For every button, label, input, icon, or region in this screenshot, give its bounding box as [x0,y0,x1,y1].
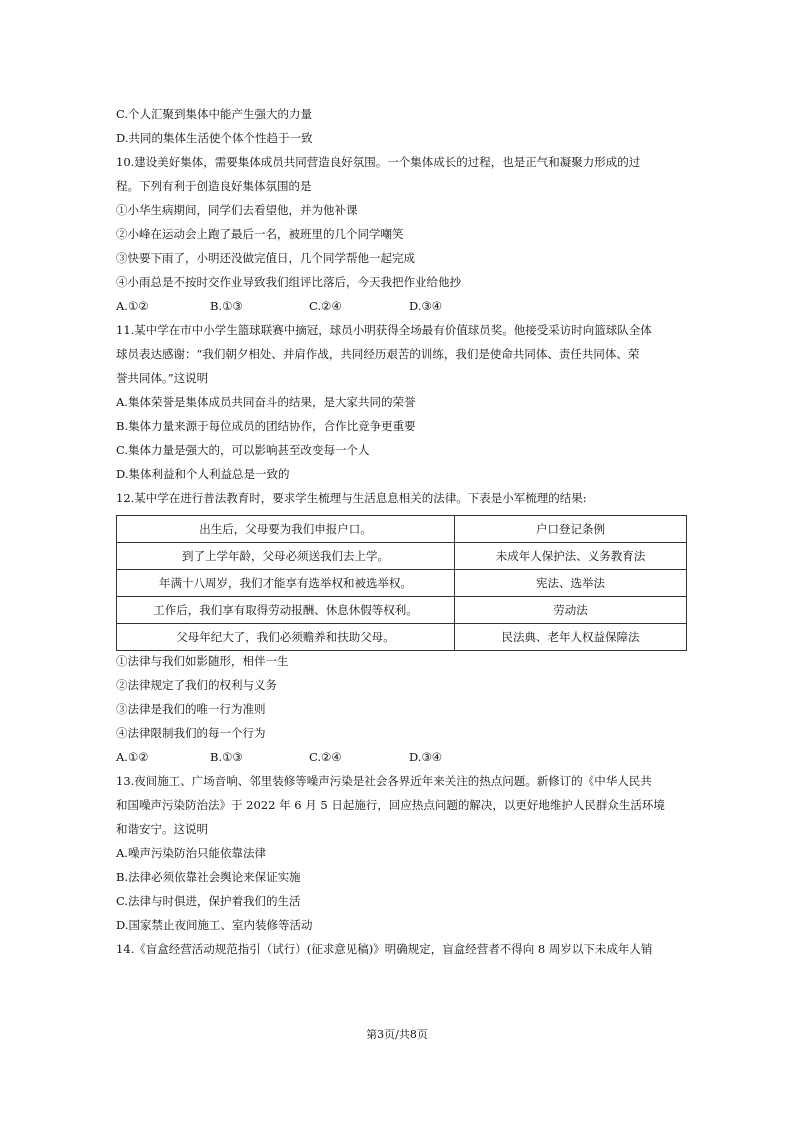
q11-option-b: B.集体力量来源于每位成员的团结协作，合作比竞争更重要 [116,419,416,433]
table-cell-life-event: 年满十八周岁，我们才能享有选举权和被选举权。 [117,570,455,597]
q12-stem: 12.某中学在进行普法教育时，要求学生梳理与生活息息相关的法律。下表是小军梳理的结果: [116,491,587,505]
table-row [117,624,687,651]
q10-stem-cont: 程。下列有利于创造良好集体氛围的是 [116,179,312,193]
q13-stem-cont-2: 和谐安宁。这说明 [116,822,208,836]
table-cell-law: 户口登记条例 [455,516,687,543]
table-row [117,597,687,624]
table-cell-law: 宪法、选举法 [455,570,687,597]
table-cell-law: 劳动法 [455,597,687,624]
q12-item-4: ④法律限制我们的每一个行为 [116,726,266,740]
table-cell-law: 民法典、老年人权益保障法 [455,624,687,651]
q10-item-2: ②小峰在运动会上跑了最后一名，被班里的几个同学嘲笑 [116,227,404,241]
q13-option-a: A.噪声污染防治只能依靠法律 [116,846,266,860]
q13-stem-cont: 和国噪声污染防治法》于 2022 年 6 月 5 日起施行，回应热点问题的解决，以更好地维护人民群众生活环境 [116,798,665,812]
q10-item-4: ④小雨总是不按时交作业导致我们组评比落后，今天我把作业给他抄 [116,275,461,289]
q11-stem: 11.某中学在市中小学生篮球联赛中摘冠，球员小明获得全场最有价值球员奖。他接受采访时向篮球队全体 [116,323,652,337]
table-row [117,570,687,597]
table-cell-life-event: 工作后，我们享有取得劳动报酬、休息休假等权利。 [117,597,455,624]
q11-option-d: D.集体利益和个人利益总是一致的 [116,467,290,481]
q10-option-a: A.①② [116,299,149,313]
q11-stem-cont: 球员表达感谢：“我们朝夕相处、并肩作战，共同经历艰苦的训练，我们是使命共同体、责任共同体、荣 [116,347,640,361]
page-footer: 第3页/共8页 [366,1028,428,1041]
q13-stem: 13.夜间施工、广场音响、邻里装修等噪声污染是社会各界近年来关注的热点问题。新修订的《中华人民共 [116,774,652,788]
q13-option-b: B.法律必须依靠社会舆论来保证实施 [116,870,301,884]
table-row [117,516,687,543]
q9-option-c: C.个人汇聚到集体中能产生强大的力量 [116,107,313,121]
q10-option-b: B.①③ [210,299,243,313]
q12-option-c: C.②④ [309,750,342,764]
q14-stem: 14.《盲盒经营活动规范指引（试行）(征求意见稿)》明确规定，盲盒经营者不得向 8 周岁以下未成年人销 [116,942,653,956]
law-table [116,515,687,651]
q10-item-1: ①小华生病期间，同学们去看望他，并为他补课 [116,203,358,217]
q10-option-c: C.②④ [309,299,342,313]
table-cell-life-event: 到了上学年龄，父母必须送我们去上学。 [117,543,455,570]
table-cell-law: 未成年人保护法、义务教育法 [455,543,687,570]
q11-option-a: A.集体荣誉是集体成员共同奋斗的结果，是大家共同的荣誉 [116,395,416,409]
q12-item-2: ②法律规定了我们的权利与义务 [116,678,277,692]
q13-option-c: C.法律与时俱进，保护着我们的生活 [116,894,301,908]
table-cell-life-event: 父母年纪大了，我们必须赡养和扶助父母。 [117,624,455,651]
q9-option-d: D.共同的集体生活使个体个性趋于一致 [116,131,313,145]
q12-item-3: ③法律是我们的唯一行为准则 [116,702,266,716]
q12-option-d: D.③④ [409,750,443,764]
q13-option-d: D.国家禁止夜间施工、室内装修等活动 [116,918,313,932]
q11-option-c: C.集体力量是强大的，可以影响甚至改变每一个人 [116,443,370,457]
q10-options [116,298,469,314]
q11-stem-cont-2: 誉共同体。”这说明 [116,371,209,385]
q10-option-d: D.③④ [409,299,443,313]
q10-stem: 10.建设美好集体，需要集体成员共同营造良好氛围。一个集体成长的过程，也是正气和凝聚力形成的过 [116,155,641,169]
q12-item-1: ①法律与我们如影随形，相伴一生 [116,654,289,668]
q12-options [116,749,469,765]
table-cell-life-event: 出生后，父母要为我们申报户口。 [117,516,455,543]
q12-option-b: B.①③ [210,750,243,764]
table-row [117,543,687,570]
q10-item-3: ③快要下雨了，小明还没做完值日，几个同学帮他一起完成 [116,251,415,265]
q12-option-a: A.①② [116,750,149,764]
